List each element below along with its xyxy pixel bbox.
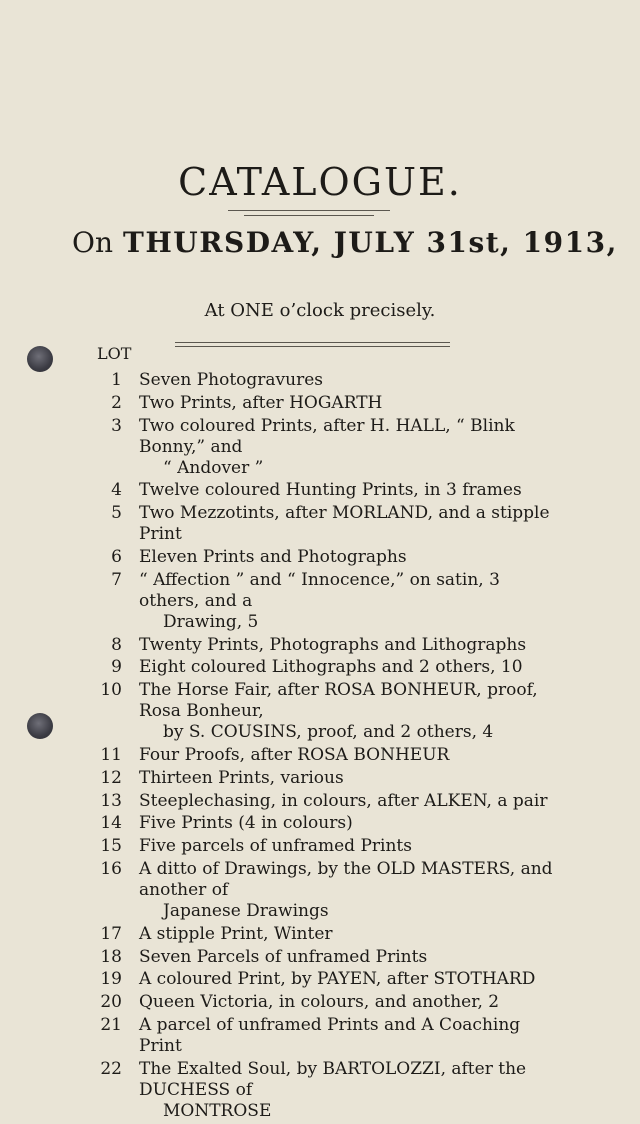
lot-description	[139, 416, 559, 479]
lot-text-continued: “ Andover ”	[163, 457, 264, 478]
lot-description	[139, 393, 559, 414]
lot-item	[0, 745, 640, 766]
lot-description	[139, 570, 559, 633]
lot-text-continued: Japanese Drawings	[163, 900, 329, 921]
sale-date: THURSDAY, JULY 31st, 1913,	[123, 226, 618, 259]
lot-item	[0, 635, 640, 656]
lot-text: Twenty Prints, Photographs and Lithographs	[139, 634, 527, 655]
lot-description	[139, 1015, 559, 1057]
lot-number: 18	[100, 946, 122, 967]
lot-description	[139, 813, 559, 834]
lot-text: Eleven Prints and Photographs	[139, 546, 407, 567]
lot-number: 5	[111, 503, 122, 524]
lot-text: Eight coloured Lithographs and 2 others, 10	[139, 657, 523, 678]
lot-text: Seven Parcels of unframed Prints	[139, 946, 428, 967]
lot-item	[0, 657, 640, 678]
sale-dateline	[72, 226, 618, 259]
lot-text: The Exalted Soul, by BARTOLOZZI, after the DUCHESS of	[139, 1058, 527, 1100]
lot-number: 11	[100, 744, 122, 765]
lot-text: Five parcels of unframed Prints	[139, 836, 412, 857]
lot-item	[0, 547, 640, 568]
lot-list	[0, 370, 640, 1124]
lot-description	[139, 680, 559, 743]
lot-number: 3	[111, 415, 122, 436]
lot-text: Thirteen Prints, various	[139, 767, 344, 788]
lot-number: 14	[100, 813, 122, 834]
lot-text-continued: Drawing, 5	[163, 611, 259, 632]
lot-description	[139, 745, 559, 766]
lot-text-continued: by S. COUSINS, proof, and 2 others, 4	[163, 722, 494, 743]
lot-description	[139, 791, 559, 812]
page-title: CATALOGUE.	[178, 160, 462, 204]
lot-description	[139, 1059, 559, 1122]
lot-item	[0, 969, 640, 990]
lot-item	[0, 859, 640, 922]
lot-item	[0, 924, 640, 945]
lot-text: A coloured Print, by PAYEN, after STOTHARD	[139, 969, 536, 990]
lot-text: A ditto of Drawings, by the OLD MASTERS, and another of	[139, 858, 553, 900]
lot-description	[139, 503, 559, 545]
lot-number: 22	[100, 1058, 122, 1079]
lot-number: 4	[111, 480, 122, 501]
lot-text: Two Mezzotints, after MORLAND, and a stipple Print	[139, 503, 550, 545]
lot-description	[139, 480, 559, 501]
lot-description	[139, 836, 559, 857]
lot-description	[139, 635, 559, 656]
lot-number: 1	[111, 370, 122, 390]
lot-item	[0, 992, 640, 1013]
lot-number: 21	[100, 1014, 122, 1035]
sale-time: At ONE o’clock precisely.	[204, 300, 436, 321]
lot-item	[0, 1015, 640, 1057]
lot-item	[0, 768, 640, 789]
lot-description	[139, 370, 559, 391]
lot-number: 13	[100, 790, 122, 811]
lot-number: 6	[111, 546, 122, 567]
lot-text: Seven Photogravures	[139, 370, 324, 390]
lot-text: Five Prints (4 in colours)	[139, 813, 353, 834]
lot-description	[139, 992, 559, 1013]
lot-text: “ Affection ” and “ Innocence,” on satin, 3 others, and a	[139, 569, 500, 611]
lot-item	[0, 370, 640, 391]
lot-item	[0, 393, 640, 414]
lot-description	[139, 657, 559, 678]
lot-number: 7	[111, 569, 122, 590]
lot-text: Twelve coloured Hunting Prints, in 3 frames	[139, 480, 522, 501]
punch-hole-top	[27, 346, 53, 372]
lot-text: Queen Victoria, in colours, and another, 2	[139, 992, 500, 1013]
lot-description	[139, 969, 559, 990]
lot-number: 2	[111, 392, 122, 413]
lot-item	[0, 813, 640, 834]
lot-text: Two coloured Prints, after H. HALL, “ Blink Bonny,” and	[139, 415, 515, 457]
lot-item	[0, 416, 640, 479]
lot-number: 20	[100, 992, 122, 1013]
subline-rule-1	[175, 342, 450, 343]
lot-description	[139, 859, 559, 922]
lot-text: The Horse Fair, after ROSA BONHEUR, proof, Rosa Bonheur,	[139, 680, 538, 722]
lot-number: 19	[100, 969, 122, 990]
lot-description	[139, 768, 559, 789]
lot-item	[0, 570, 640, 633]
lot-number: 10	[100, 680, 122, 701]
lot-number: 17	[100, 923, 122, 944]
lot-item	[0, 480, 640, 501]
lot-description	[139, 547, 559, 568]
dateline-on: On	[72, 226, 113, 259]
lot-text: Four Proofs, after ROSA BONHEUR	[139, 744, 450, 765]
title-rule-2	[244, 215, 374, 216]
subline-rule-2	[175, 346, 450, 347]
lot-number: 16	[100, 858, 122, 879]
lot-text: Two Prints, after HOGARTH	[139, 392, 383, 413]
lot-text-continued: MONTROSE	[163, 1100, 272, 1121]
lot-description	[139, 947, 559, 968]
lot-number: 15	[100, 836, 122, 857]
lot-item	[0, 1059, 640, 1122]
lot-text: A stipple Print, Winter	[139, 923, 333, 944]
lot-column-header: LOT	[97, 344, 132, 363]
lot-item	[0, 503, 640, 545]
lot-number: 9	[111, 657, 122, 678]
lot-text: Steeplechasing, in colours, after ALKEN, a pair	[139, 790, 548, 811]
lot-number: 8	[111, 634, 122, 655]
lot-text: A parcel of unframed Prints and A Coaching Print	[139, 1014, 521, 1056]
title-rule-1	[228, 210, 390, 211]
lot-item	[0, 791, 640, 812]
lot-item	[0, 680, 640, 743]
lot-item	[0, 836, 640, 857]
lot-item	[0, 947, 640, 968]
lot-number: 12	[100, 767, 122, 788]
lot-description	[139, 924, 559, 945]
